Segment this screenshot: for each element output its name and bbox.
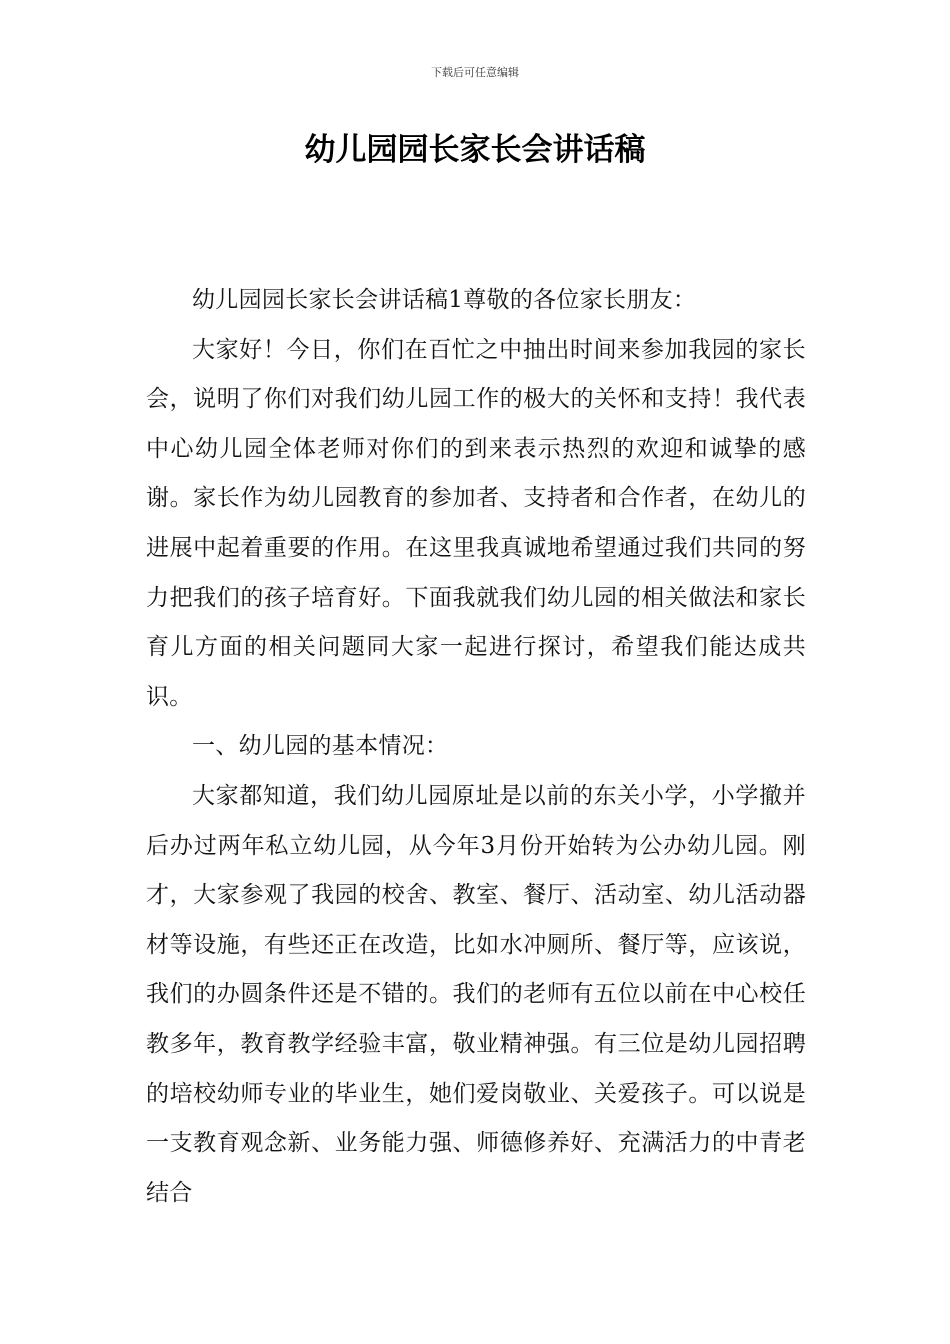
section-heading-basic-info: 一、幼儿园的基本情况： — [192, 733, 449, 760]
paragraph-greeting: 大家好！今日，你们在百忙之中抽出时间来参加我园的家长会，说明了你们对我们幼儿园工作的极大的关怀和支持！我代表中心幼儿园全体老师对你们的到来表示热烈的欢迎和诚挚的感谢。家长作为幼儿园教育的参加者、支持者和合作者，在幼儿的进展中起着重要的作用。在这里我真诚地希望通过我们共同的努力把我们的孩子培育好。下面我就我们幼儿园的相关做法和家长育儿方面的相关问题同大家一起进行探讨，希望我们能达成共识。 — [146, 336, 806, 710]
header-note: 下载后可任意编辑 — [431, 66, 519, 79]
document-body — [146, 276, 806, 1218]
paragraph-basic-info: 大家都知道，我们幼儿园原址是以前的东关小学，小学撤并后办过两年私立幼儿园，从今年3月份开始转为公办幼儿园。刚才，大家参观了我园的校舍、教室、餐厅、活动室、幼儿活动器材等设施，有些还正在改造，比如水冲厕所、餐厅等，应该说，我们的办圆条件还是不错的。我们的老师有五位以前在中心校任教多年，教育教学经验丰富，敬业精神强。有三位是幼儿园招聘的培校幼师专业的毕业生，她们爱岗敬业、关爱孩子。可以说是一支教育观念新、业务能力强、师德修养好、充满活力的中青老结合 — [146, 782, 806, 1206]
paragraph-opening: 幼儿园园长家长会讲话稿1尊敬的各位家长朋友： — [192, 287, 697, 313]
document-title: 幼儿园园长家长会讲话稿 — [304, 132, 646, 168]
